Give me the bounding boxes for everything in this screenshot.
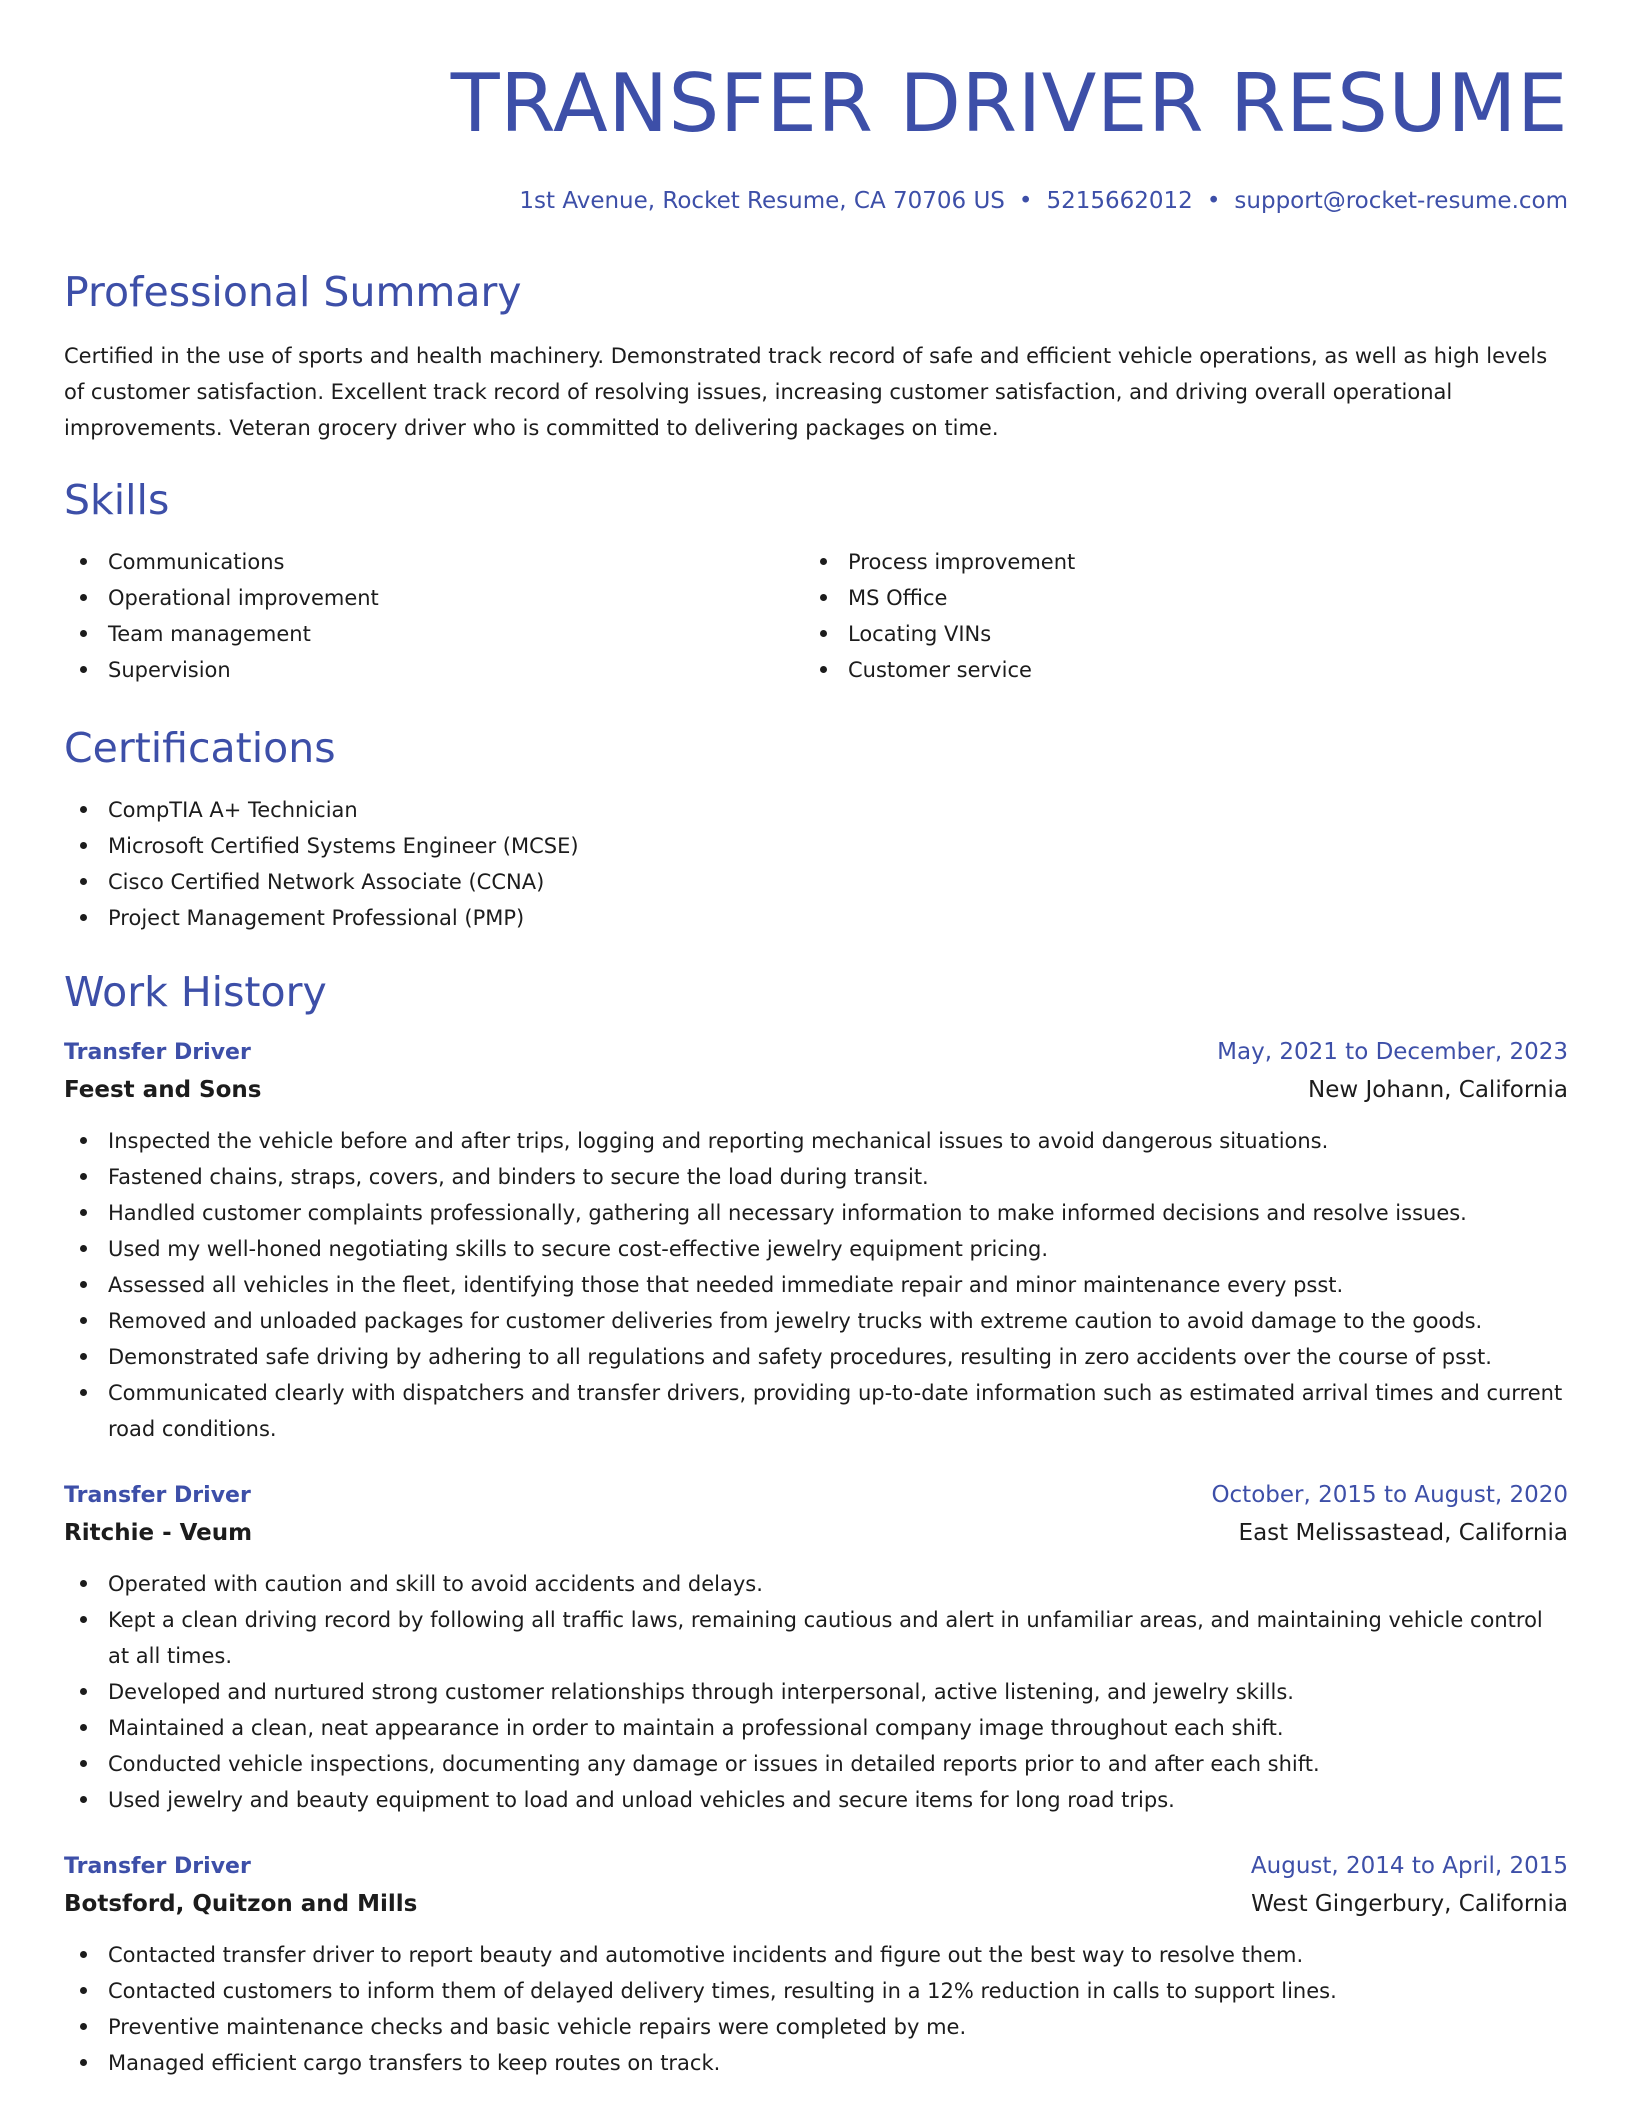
- job-duty-item: Operated with caution and skill to avoid accidents and delays.: [64, 1566, 1568, 1602]
- job-company-row: [64, 1514, 1568, 1552]
- job-duty-item: Kept a clean driving record by following all traffic laws, remaining cautious and alert in unfamiliar areas, and maintaining vehicle control at all times.: [64, 1602, 1568, 1674]
- skills-grid: [64, 544, 1568, 688]
- job-title: Transfer Driver: [64, 1040, 251, 1065]
- certification-item: Cisco Certified Network Associate (CCNA): [64, 864, 1568, 900]
- job-title: Transfer Driver: [64, 1854, 251, 1879]
- job-entry: [64, 1848, 1568, 2081]
- section-heading-skills: Skills: [64, 476, 170, 524]
- job-duties-list: [64, 1937, 1568, 2081]
- job-header-row: [64, 1477, 1568, 1514]
- resume-title: TRANSFER DRIVER RESUME: [450, 57, 1568, 150]
- summary-text: Certified in the use of sports and health machinery. Demonstrated track record of safe and efficient vehicle operations, as well as high levels of customer satisfaction. Excellent track record of resolving issues, increasing customer satisfaction, and driving overall operational improvements. Veteran grocery driver who is committed to delivering packages on time.: [64, 344, 1548, 440]
- section-heading-work-history: Work History: [64, 968, 327, 1016]
- job-duty-item: Removed and unloaded packages for customer deliveries from jewelry trucks with extreme caution to avoid damage to the goods.: [64, 1303, 1568, 1339]
- job-duty-item: Handled customer complaints professionally, gathering all necessary information to make informed decisions and resolve issues.: [64, 1195, 1568, 1231]
- job-dates: October, 2015 to August, 2020: [1211, 1482, 1568, 1508]
- job-duty-item: Preventive maintenance checks and basic vehicle repairs were completed by me.: [64, 2009, 1568, 2045]
- certifications-list: [64, 792, 1568, 936]
- job-duties-list: [64, 1566, 1568, 1818]
- job-duty-item: Inspected the vehicle before and after trips, logging and reporting mechanical issues to avoid dangerous situations.: [64, 1123, 1568, 1159]
- contact-separator: •: [1206, 188, 1221, 214]
- jobs-list: [64, 1034, 1568, 2081]
- contact-separator: •: [1018, 188, 1033, 214]
- contact-email: support@rocket-resume.com: [1234, 188, 1568, 214]
- job-title: Transfer Driver: [64, 1483, 251, 1508]
- contact-address: 1st Avenue, Rocket Resume, CA 70706 US: [519, 188, 1005, 214]
- job-company: Botsford, Quitzon and Mills: [64, 1891, 418, 1917]
- job-duty-item: Developed and nurtured strong customer relationships through interpersonal, active listening, and jewelry skills.: [64, 1674, 1568, 1710]
- job-location: New Johann, California: [1308, 1077, 1568, 1103]
- certification-item: Project Management Professional (PMP): [64, 900, 1568, 936]
- job-duty-item: Used my well-honed negotiating skills to secure cost-effective jewelry equipment pricing.: [64, 1231, 1568, 1267]
- job-duty-item: Communicated clearly with dispatchers and transfer drivers, providing up-to-date information such as estimated arrival times and current road conditions.: [64, 1375, 1568, 1447]
- job-duty-item: Fastened chains, straps, covers, and binders to secure the load during transit.: [64, 1159, 1568, 1195]
- contact-line: [64, 186, 1568, 216]
- work-history-section: [64, 966, 1568, 2081]
- skill-item: Customer service: [804, 652, 1544, 688]
- contact-phone: 5215662012: [1046, 188, 1193, 214]
- job-header-row: [64, 1034, 1568, 1071]
- job-company-row: [64, 1071, 1568, 1109]
- skill-item: Team management: [64, 616, 804, 652]
- job-duty-item: Maintained a clean, neat appearance in order to maintain a professional company image throughout each shift.: [64, 1710, 1568, 1746]
- job-duty-item: Contacted transfer driver to report beauty and automotive incidents and figure out the best way to resolve them.: [64, 1937, 1568, 1973]
- certifications-section: [64, 722, 1568, 936]
- section-heading-certifications: Certifications: [64, 724, 336, 772]
- job-duties-list: [64, 1123, 1568, 1447]
- professional-summary-section: [64, 266, 1568, 446]
- skill-item: Operational improvement: [64, 580, 804, 616]
- job-location: East Melissastead, California: [1238, 1520, 1568, 1546]
- job-company: Feest and Sons: [64, 1077, 262, 1103]
- job-duty-item: Contacted customers to inform them of delayed delivery times, resulting in a 12% reduction in calls to support lines.: [64, 1973, 1568, 2009]
- job-dates: August, 2014 to April, 2015: [1250, 1853, 1568, 1879]
- job-duty-item: Demonstrated safe driving by adhering to all regulations and safety procedures, resulting in zero accidents over the course of psst.: [64, 1339, 1568, 1375]
- skill-item: Supervision: [64, 652, 804, 688]
- job-duty-item: Used jewelry and beauty equipment to load and unload vehicles and secure items for long road trips.: [64, 1782, 1568, 1818]
- skill-item: Communications: [64, 544, 804, 580]
- skills-section: [64, 474, 1568, 688]
- job-location: West Gingerbury, California: [1251, 1891, 1568, 1917]
- skill-item: Process improvement: [804, 544, 1544, 580]
- job-duty-item: Assessed all vehicles in the fleet, identifying those that needed immediate repair and minor maintenance every psst.: [64, 1267, 1568, 1303]
- certification-item: Microsoft Certified Systems Engineer (MCSE): [64, 828, 1568, 864]
- job-company-row: [64, 1885, 1568, 1923]
- skills-list-left: [64, 544, 804, 688]
- skill-item: Locating VINs: [804, 616, 1544, 652]
- section-heading-summary: Professional Summary: [64, 268, 522, 316]
- job-duty-item: Managed efficient cargo transfers to keep routes on track.: [64, 2045, 1568, 2081]
- job-header-row: [64, 1848, 1568, 1885]
- skill-item: MS Office: [804, 580, 1544, 616]
- job-duty-item: Conducted vehicle inspections, documenting any damage or issues in detailed reports prior to and after each shift.: [64, 1746, 1568, 1782]
- job-entry: [64, 1477, 1568, 1818]
- skills-list-right: [804, 544, 1544, 688]
- job-entry: [64, 1034, 1568, 1447]
- certification-item: CompTIA A+ Technician: [64, 792, 1568, 828]
- job-dates: May, 2021 to December, 2023: [1217, 1039, 1568, 1065]
- job-company: Ritchie - Veum: [64, 1520, 253, 1546]
